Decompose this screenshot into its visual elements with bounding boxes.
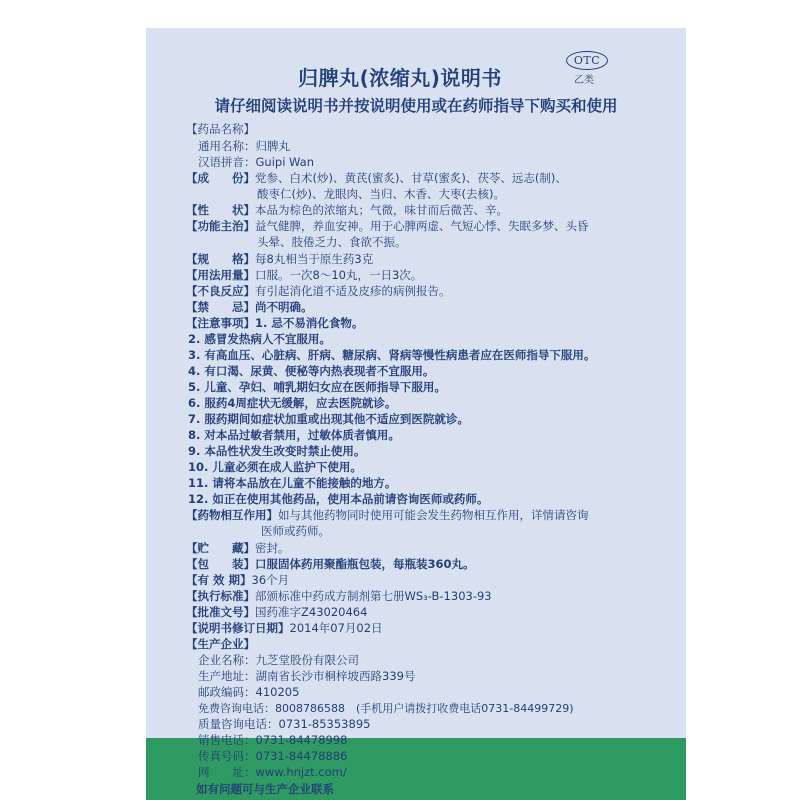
ingredients-continuation: 酸枣仁(炒)、龙眼肉、当归、木香、大枣(去核)。 (257, 187, 505, 201)
section-value: 有引起消化道不适及皮疹的病例报告。 (255, 284, 451, 298)
precaution-item: 7. 服药期间如症状加重或出现其他不适应到医院就诊。 (188, 412, 469, 426)
section-label: 【贮 藏】 (186, 541, 255, 555)
pinyin-row (198, 154, 314, 171)
section-properties (186, 202, 508, 219)
document-subtitle: 请仔细阅读说明书并按说明使用或在药师指导下购买和使用 (214, 97, 618, 115)
section-value: 部颁标准中药成方制剂第七册WS₃-B-1303-93 (255, 589, 492, 603)
section-value: 本品为棕色的浓缩丸；气微，味甘而后微苦、辛。 (255, 203, 508, 217)
section-label: 【功能主治】 (186, 219, 255, 233)
section-indications (186, 218, 589, 235)
otc-class-label: 乙类 (574, 75, 594, 86)
precaution-item: 5. 儿童、孕妇、哺乳期妇女应在医师指导下服用。 (188, 380, 446, 394)
precaution-item: 2. 感冒发热病人不宜服用。 (188, 332, 331, 346)
section-validity (186, 572, 289, 589)
hotline-row (198, 700, 574, 717)
field-label: 邮政编码： (198, 685, 256, 699)
section-value: 尚不明确。 (255, 300, 313, 314)
section-specification (186, 251, 373, 268)
field-value: 0731-84478886 (255, 749, 348, 763)
field-value: 湖南省长沙市桐梓坡西路339号 (255, 669, 416, 683)
section-value: 密封。 (255, 541, 290, 555)
section-value: 2014年07月02日 (289, 621, 383, 635)
section-label: 【成 份】 (186, 171, 255, 185)
interactions-continuation: 医师或药师。 (261, 524, 330, 538)
field-label: 传真号码： (198, 749, 256, 763)
field-label: 免费咨询电话： (198, 702, 275, 715)
manufacturer-name-row (198, 652, 359, 669)
section-label: 【规 格】 (186, 252, 255, 266)
section-label: 【不良反应】 (186, 284, 255, 298)
field-value: 归脾丸 (255, 139, 290, 153)
section-label: 【说明书修订日期】 (186, 621, 290, 635)
field-label: 销售电话： (198, 733, 256, 747)
field-value: 410205 (255, 685, 300, 699)
section-value: 党参、白术(炒)、黄芪(蜜炙)、甘草(蜜炙)、茯苓、远志(制)、 (255, 171, 567, 185)
section-label: 【药物相互作用】 (186, 508, 278, 522)
postcode-row (198, 684, 299, 701)
common-name-row (198, 138, 290, 155)
field-value: 0731-85353895 (278, 717, 371, 731)
section-standard (186, 588, 492, 605)
section-manufacturer: 【生产企业】 (186, 637, 255, 651)
precaution-item: 9. 本品性状发生改变时禁止使用。 (188, 444, 366, 458)
document-title: 归脾丸(浓缩丸)说明书 (298, 66, 502, 90)
precaution-item: 12. 如正在使用其他药品，使用本品前请咨询医师或药师。 (188, 492, 489, 506)
sales-phone-row (198, 732, 347, 749)
section-label: 【包 装】 (186, 557, 255, 571)
precaution-item: 10. 儿童必须在成人监护下使用。 (188, 460, 362, 474)
section-interactions (186, 507, 589, 524)
field-label: 汉语拼音： (198, 155, 256, 169)
section-adverse-reactions (186, 283, 451, 300)
section-drug-name (186, 121, 255, 138)
field-label: 生产地址： (198, 669, 256, 683)
field-label: 网 址： (198, 765, 256, 779)
precaution-item: 1. 忌不易消化食物。 (255, 316, 364, 330)
fax-row (198, 748, 347, 765)
section-value: 口服。一次8～10丸，一日3次。 (255, 268, 423, 282)
section-storage (186, 540, 290, 557)
section-value: 口服固体药用聚酯瓶包装，每瓶装360丸。 (255, 557, 475, 571)
section-value: 每8丸相当于原生药3克 (255, 252, 374, 266)
section-dosage (186, 267, 422, 284)
section-ingredients (186, 170, 567, 187)
section-revision-date (186, 620, 383, 637)
section-label: 【批准文号】 (186, 605, 255, 619)
precaution-item: 6. 服药4周症状无缓解，应去医院就诊。 (188, 396, 397, 410)
section-value: 益气健脾，养血安神。用于心脾两虚、气短心悸、失眠多梦、头昏 (255, 219, 589, 233)
section-label: 【药品名称】 (186, 122, 255, 136)
manufacturer-address-row (198, 668, 415, 685)
field-label: 通用名称： (198, 139, 256, 153)
field-value: 8008786588 (手机用户请拨打收费电话0731-84499729) (275, 702, 574, 715)
indications-continuation: 头晕、肢倦乏力、食欲不振。 (257, 235, 407, 249)
field-label: 质量咨询电话： (198, 717, 279, 731)
section-value: 国药准字Z43020464 (255, 605, 368, 619)
precaution-item: 11. 请将本品放在儿童不能接触的地方。 (188, 476, 397, 490)
section-label: 【用法用量】 (186, 268, 255, 282)
field-value: 0731-84478998 (255, 733, 348, 747)
section-label: 【注意事项】 (186, 316, 255, 330)
contact-footer: 如有问题可与生产企业联系 (196, 782, 334, 796)
section-value: 如与其他药物同时使用可能会发生药物相互作用，详情请咨询 (278, 508, 589, 522)
precaution-item: 4. 有口渴、尿黄、便秘等内热表现者不宜服用。 (188, 364, 435, 378)
section-label: 【禁 忌】 (186, 300, 255, 314)
precaution-item: 8. 对本品过敏者禁用，过敏体质者慎用。 (188, 428, 400, 442)
field-label: 企业名称： (198, 653, 256, 667)
precaution-item: 3. 有高血压、心脏病、肝病、糖尿病、肾病等慢性病患者应在医师指导下服用。 (188, 348, 596, 362)
otc-badge: OTC (566, 51, 608, 70)
field-value: 九芝堂股份有限公司 (255, 653, 359, 667)
section-precautions (186, 315, 363, 332)
section-contraindications (186, 299, 313, 316)
section-label: 【性 状】 (186, 203, 255, 217)
section-label: 【有 效 期】 (186, 573, 252, 587)
section-package (186, 556, 475, 573)
quality-phone-row (198, 716, 370, 733)
website-row (198, 764, 347, 781)
field-value: www.hnjzt.com/ (255, 765, 347, 779)
section-label: 【执行标准】 (186, 589, 255, 603)
field-value: Guipi Wan (255, 155, 315, 169)
section-value: 36个月 (251, 573, 290, 587)
section-approval (186, 604, 367, 621)
